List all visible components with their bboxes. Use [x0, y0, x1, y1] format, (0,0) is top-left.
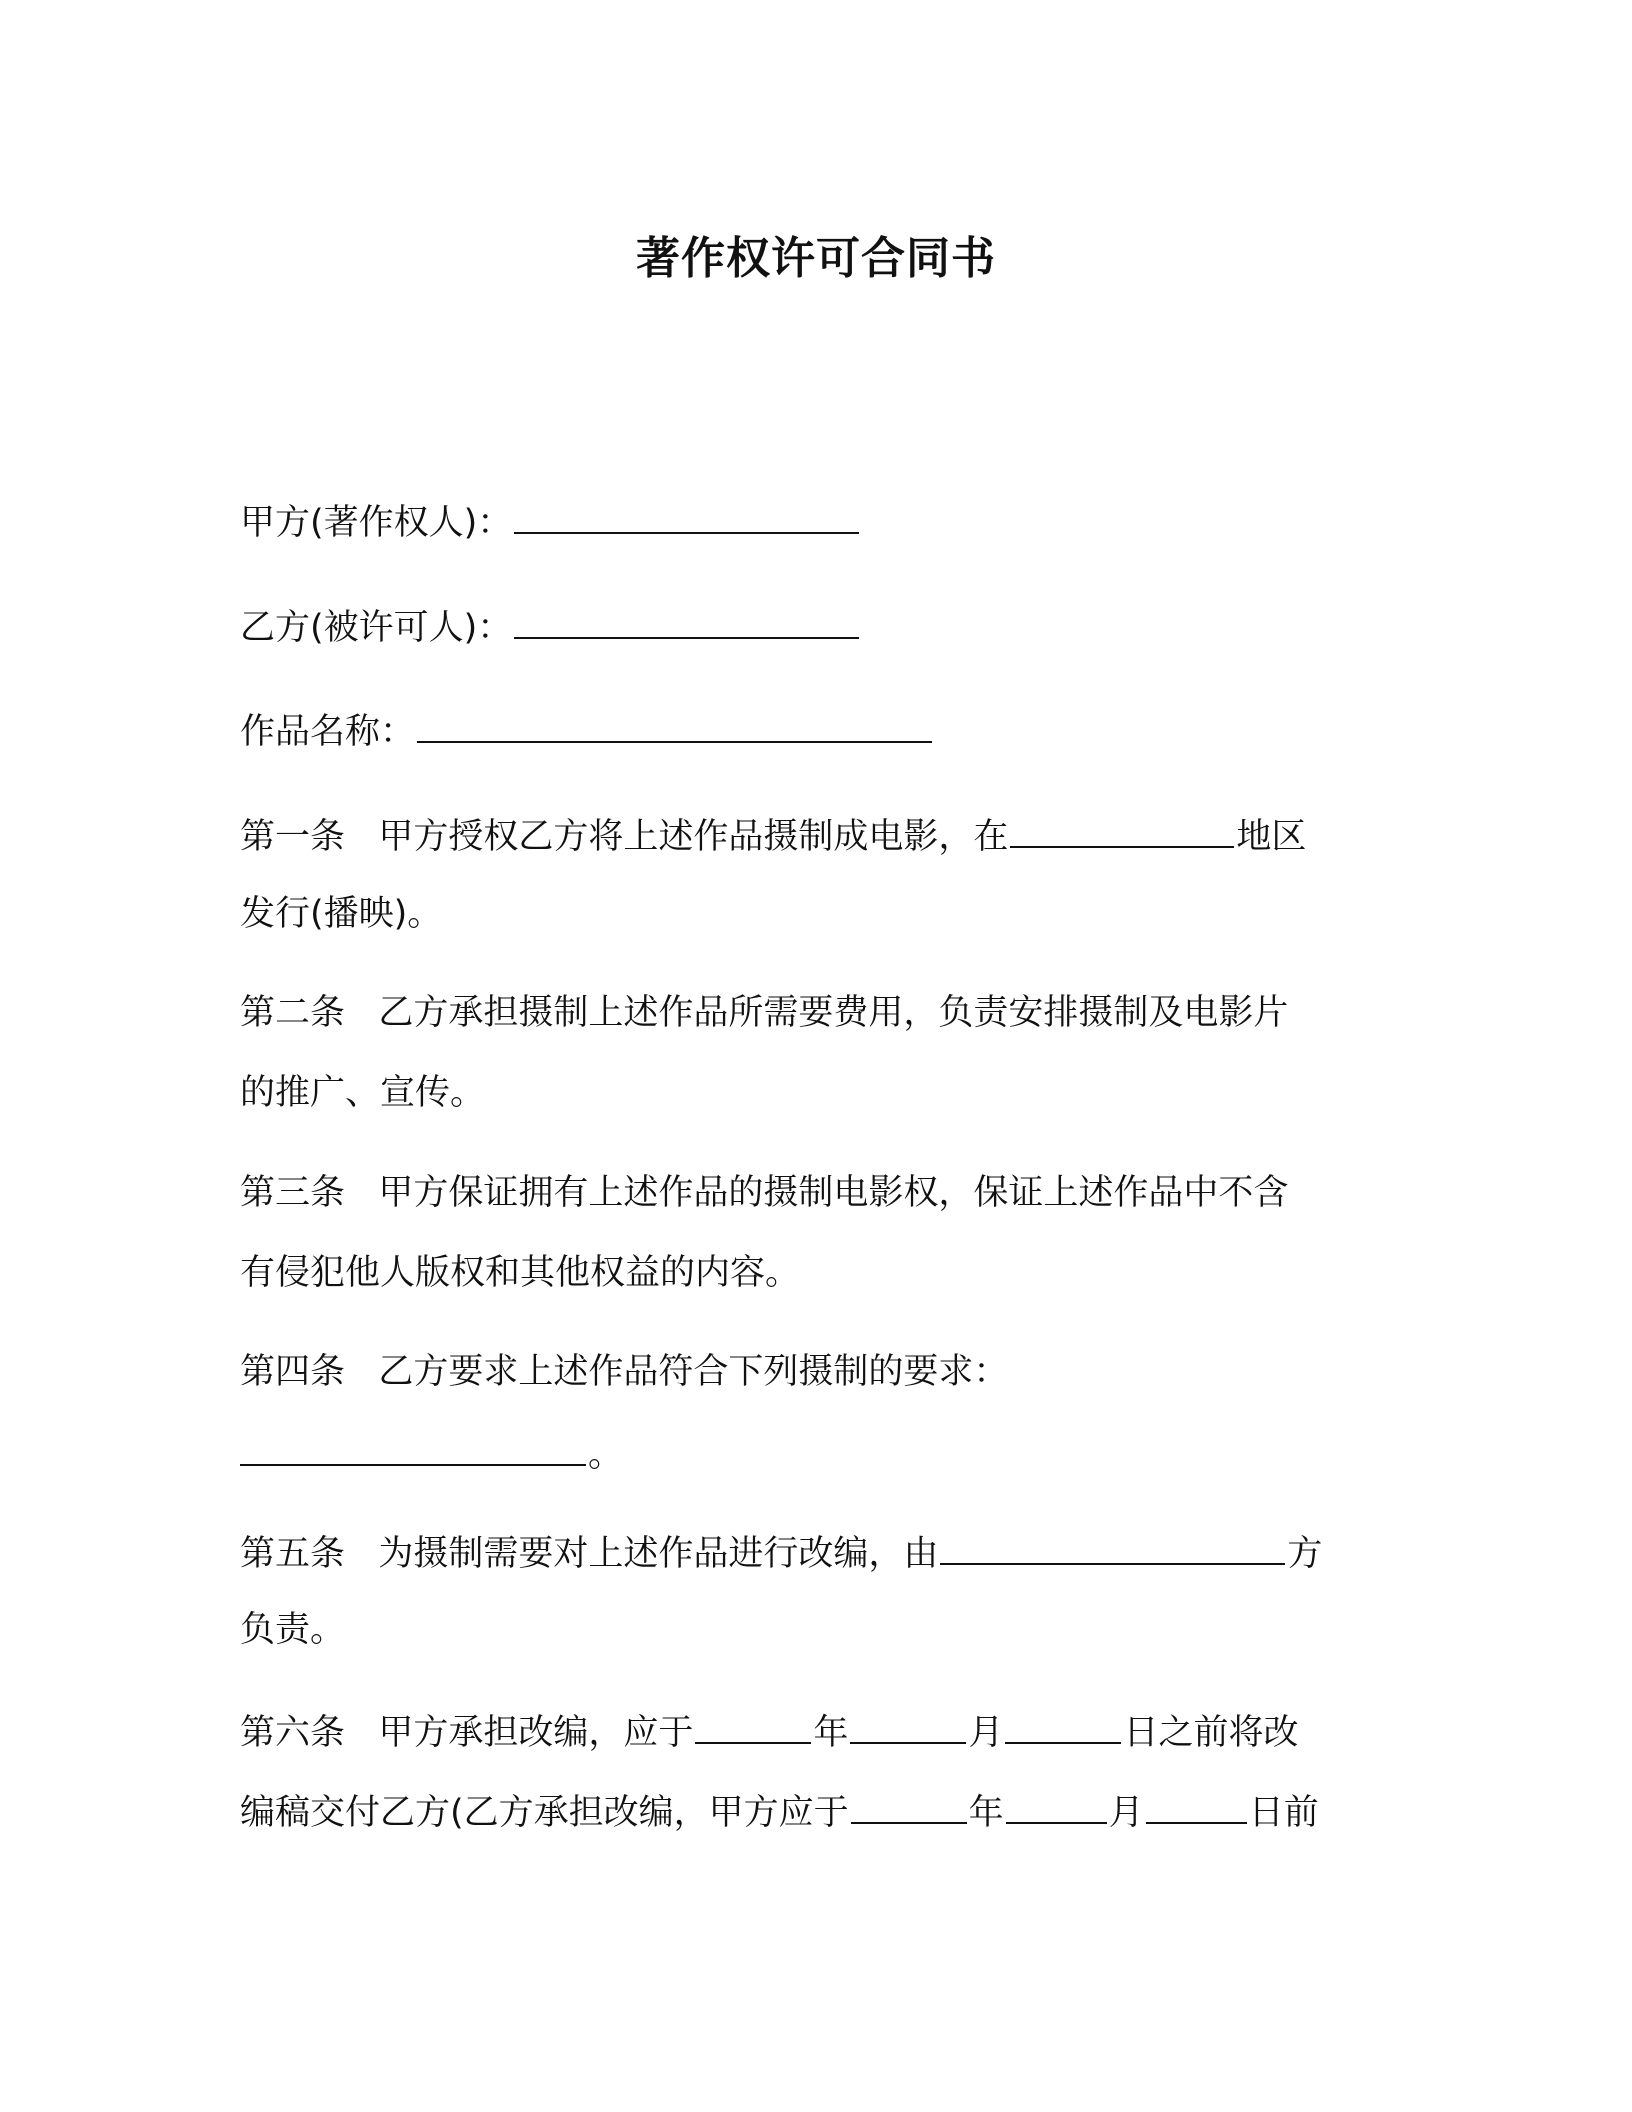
article-2-head: 第二条 — [240, 993, 346, 1033]
article-6-day-blank-2 — [1146, 1788, 1247, 1824]
article-5-text-b: 方 — [1287, 1534, 1323, 1574]
article-2-line-1 — [240, 991, 1288, 1035]
article-4-text: 乙方要求上述作品符合下列摄制的要求： — [378, 1352, 1009, 1392]
article-1-text-b: 地区 — [1236, 817, 1307, 857]
article-1-head: 第一条 — [240, 817, 346, 857]
party-a-label: 甲方(著作权人)： — [240, 503, 513, 543]
article-6-head: 第六条 — [240, 1713, 346, 1753]
article-6-line-1 — [240, 1708, 1298, 1755]
article-6-text-e: 编稿交付乙方(乙方承担改编，甲方应于 — [240, 1793, 849, 1833]
article-6-day-blank-1 — [1005, 1708, 1121, 1744]
party-b-blank — [514, 603, 859, 639]
article-2-text: 乙方承担摄制上述作品所需要费用，负责安排摄制及电影片 — [378, 993, 1289, 1033]
article-6-text-a: 甲方承担改编，应于 — [378, 1713, 694, 1753]
article-6-year-blank-1 — [695, 1708, 811, 1744]
article-5-party-blank — [940, 1529, 1285, 1565]
article-5-text-a: 为摄制需要对上述作品进行改编，由 — [378, 1534, 939, 1574]
work-name-line — [240, 707, 934, 754]
work-name-label: 作品名称： — [240, 712, 416, 752]
article-3-head: 第三条 — [240, 1173, 346, 1213]
article-2-line-2: 的推广、宣传。 — [240, 1073, 486, 1113]
article-3-line-1 — [240, 1171, 1288, 1215]
article-5-line-1 — [240, 1529, 1322, 1576]
article-1-region-blank — [1010, 812, 1234, 848]
article-4-head: 第四条 — [240, 1352, 346, 1392]
document-title: 著作权许可合同书 — [636, 233, 996, 284]
party-a-line — [240, 498, 861, 545]
party-b-line — [240, 603, 861, 650]
article-4-requirement-blank — [240, 1430, 586, 1466]
article-6-month-1: 月 — [968, 1713, 1004, 1753]
article-4-line-2 — [240, 1430, 623, 1477]
party-a-blank — [514, 498, 859, 534]
article-4-line-1 — [240, 1350, 1008, 1394]
article-6-month-2: 月 — [1108, 1793, 1144, 1833]
party-b-label: 乙方(被许可人)： — [240, 608, 513, 648]
article-6-year-blank-2 — [851, 1788, 967, 1824]
article-6-month-blank-1 — [850, 1708, 966, 1744]
article-5-head: 第五条 — [240, 1534, 346, 1574]
article-6-year-1: 年 — [813, 1713, 849, 1753]
work-name-blank — [417, 707, 932, 743]
article-3-line-2: 有侵犯他人版权和其他权益的内容。 — [240, 1253, 801, 1293]
article-5-line-2: 负责。 — [240, 1610, 346, 1650]
article-1-text-a: 甲方授权乙方将上述作品摄制成电影，在 — [378, 817, 1009, 857]
article-1-line-1 — [240, 812, 1306, 859]
article-6-year-2: 年 — [968, 1793, 1004, 1833]
article-6-line-2 — [240, 1788, 1319, 1835]
article-3-text: 甲方保证拥有上述作品的摄制电影权，保证上述作品中不含 — [378, 1173, 1289, 1213]
article-1-line-2: 发行(播映)。 — [240, 894, 443, 934]
article-6-text-d: 日之前将改 — [1123, 1713, 1299, 1753]
article-6-month-blank-2 — [1006, 1788, 1107, 1824]
article-6-text-f: 日前 — [1248, 1793, 1319, 1833]
article-4-end: 。 — [588, 1435, 624, 1475]
